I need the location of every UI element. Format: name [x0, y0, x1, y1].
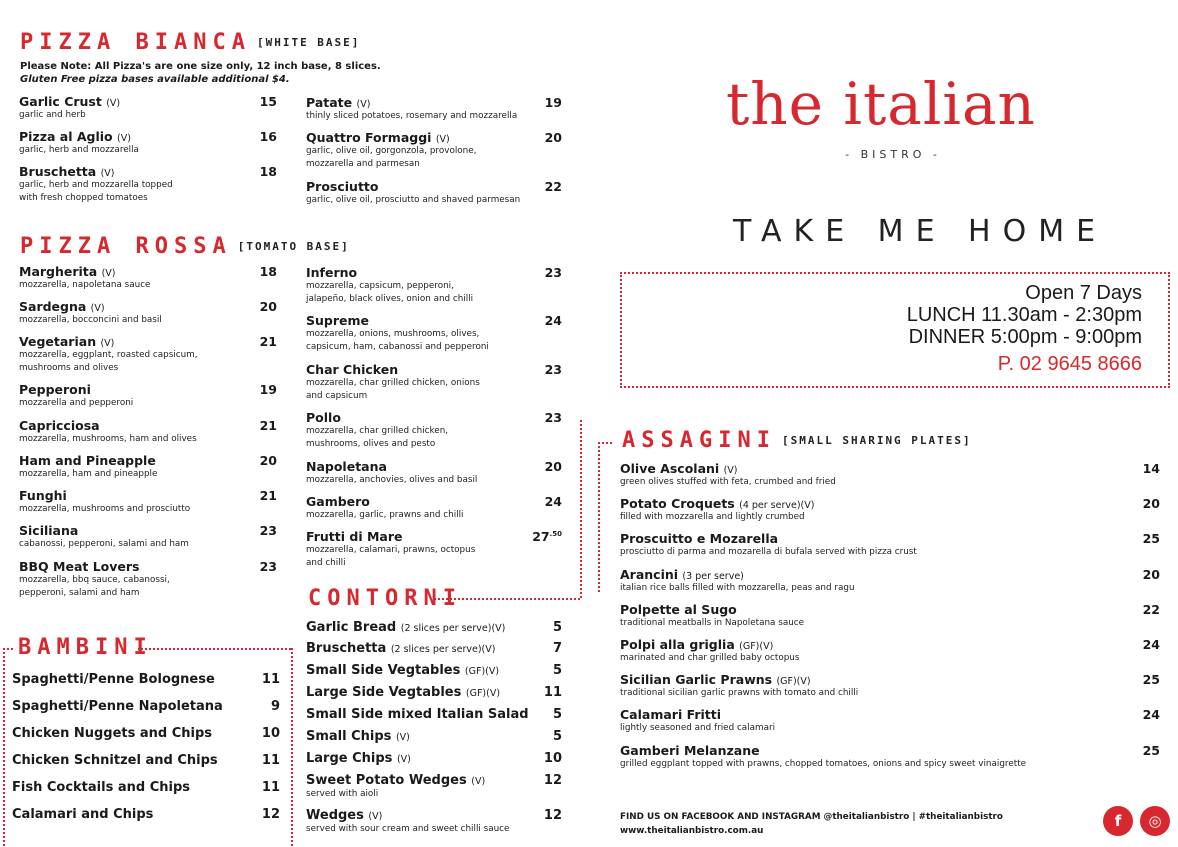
- item-name: Capricciosa: [19, 418, 100, 433]
- assagini-subtitle: [SMALL SHARING PLATES]: [781, 434, 972, 447]
- pizza-bianca-heading: [20, 30, 360, 55]
- item-price: 25: [1142, 672, 1160, 688]
- item-price: 21: [259, 334, 277, 349]
- menu-item: [306, 459, 562, 487]
- item-price: 11: [543, 685, 562, 700]
- item-price: 18: [259, 164, 277, 179]
- item-price: 22: [1142, 601, 1160, 617]
- item-name: Pizza al Aglio: [19, 129, 113, 144]
- bambini-item: [12, 699, 280, 714]
- item-price: 21: [259, 488, 277, 503]
- item-name: Small Side mixed Italian Salad: [306, 707, 529, 722]
- item-name: BBQ Meat Lovers: [19, 559, 140, 574]
- item-price: 11: [261, 753, 280, 768]
- menu-item: [19, 334, 277, 374]
- item-description: traditional sicilian garlic prawns with tomato and chilli: [620, 688, 859, 699]
- menu-item: [19, 264, 277, 292]
- pizza-note-line2: Gluten Free pizza bases available additional $4.: [20, 74, 290, 85]
- item-description: mozzarella, eggplant, roasted capsicum, mushrooms and olives: [19, 350, 198, 373]
- pizza-bianca-subtitle: [WHITE BASE]: [256, 36, 361, 49]
- item-description: garlic and herb: [19, 110, 86, 120]
- item-tag: (V): [368, 811, 383, 822]
- menu-item: [19, 453, 277, 481]
- menu-item: [19, 382, 277, 410]
- menu-item: [306, 95, 562, 123]
- item-description: mozzarella, mushrooms and prosciutto: [19, 504, 191, 514]
- menu-item: [306, 130, 562, 170]
- item-description: traditional meatballs in Napoletana sauce: [620, 617, 805, 628]
- pizza-note-line1: Please Note: All Pizza's are one size only, 12 inch base, 8 slices.: [20, 61, 381, 72]
- item-price: 9: [270, 699, 280, 714]
- assagini-item: [620, 531, 1160, 559]
- item-description: garlic, olive oil, gorgonzola, provolone, mozzarella and parmesan: [306, 146, 477, 169]
- item-name: Gamberi Melanzane: [620, 742, 760, 758]
- assagini-heading: [622, 428, 972, 453]
- assagini-title: ASSAGINI: [622, 428, 776, 453]
- menu-item: [306, 179, 562, 207]
- item-description: green olives stuffed with feta, crumbed and fried: [620, 477, 836, 487]
- menu-item: [306, 410, 562, 450]
- item-tag: (V): [100, 338, 115, 349]
- item-tag: (V): [117, 133, 131, 144]
- bambini-item: [12, 780, 280, 795]
- item-price: 12: [543, 808, 562, 823]
- item-name: Bruschetta: [19, 164, 97, 179]
- item-description: cabanossi, pepperoni, salami and ham: [19, 539, 189, 549]
- item-description: lightly seasoned and fried calamari: [620, 723, 776, 734]
- item-name: Bruschetta: [306, 641, 387, 656]
- item-name: Inferno: [306, 265, 358, 280]
- assagini-item: [620, 461, 1160, 489]
- menu-item: [19, 488, 277, 516]
- menu-item: [19, 299, 277, 327]
- item-description: prosciutto di parma and mozarella di bufala served with pizza crust: [620, 547, 917, 558]
- item-price: 25: [1142, 742, 1160, 758]
- assagini-frame-top: [598, 442, 612, 444]
- item-price: 5: [552, 707, 562, 722]
- item-tag: (V): [435, 134, 450, 145]
- item-price: 24: [544, 313, 562, 328]
- item-price: 15: [259, 94, 277, 109]
- lunch-hours: LUNCH 11.30am - 2:30pm: [906, 304, 1142, 326]
- item-description: mozzarella, napoletana sauce: [19, 280, 151, 290]
- item-tag: (GF)(V): [465, 688, 501, 699]
- item-description: mozzarella, calamari, prawns, octopus and chilli: [306, 545, 476, 568]
- item-description: mozzarella, char grilled chicken, onions and capsicum: [306, 378, 480, 401]
- item-price: 20: [544, 459, 562, 474]
- item-name: Arancini: [620, 566, 679, 582]
- item-tag: (V): [100, 168, 115, 179]
- item-price: 23: [259, 559, 277, 574]
- dotted-divider-vertical: [580, 420, 582, 598]
- menu-item: [306, 362, 562, 402]
- assagini-item: [620, 672, 1160, 700]
- item-name: Polpi alla griglia: [620, 637, 735, 652]
- item-description: mozzarella, anchovies, olives and basil: [306, 475, 478, 485]
- open-days: Open 7 Days: [1025, 282, 1142, 304]
- take-me-home: TAKE ME HOME: [733, 214, 1108, 249]
- pizza-bianca-title: PIZZA BIANCA: [20, 30, 251, 55]
- assagini-item: [620, 496, 1160, 524]
- item-price: 5: [552, 620, 562, 635]
- item-price: 24: [1142, 637, 1160, 652]
- item-price: 5: [552, 729, 562, 744]
- menu-item: [306, 313, 562, 353]
- item-name: Supreme: [306, 313, 369, 328]
- item-name: Polpette al Sugo: [620, 601, 737, 617]
- brand-logo: the italian: [726, 70, 1036, 138]
- item-name: Garlic Bread: [306, 620, 397, 635]
- item-price: 23: [544, 410, 562, 425]
- item-name: Calamari Fritti: [620, 707, 722, 723]
- item-price: 20: [544, 130, 562, 145]
- item-name: Chicken Schnitzel and Chips: [12, 753, 218, 768]
- phone-number: P. 02 9645 8666: [997, 353, 1142, 375]
- item-name: Chicken Nuggets and Chips: [12, 726, 213, 741]
- assagini-item: [620, 602, 1160, 630]
- assagini-item: [620, 743, 1160, 771]
- item-tag: (4 per serve)(V): [739, 500, 815, 512]
- item-price: 18: [259, 264, 277, 279]
- contorni-item: [306, 773, 562, 801]
- item-name: Large Chips: [306, 751, 393, 766]
- item-tag: (V): [396, 754, 411, 765]
- menu-item: [306, 529, 562, 569]
- item-description: filled with mozzarella and lightly crumbed: [620, 512, 805, 523]
- item-price: 23: [259, 523, 277, 538]
- item-description: italian rice balls filled with mozzarella, peas and ragu: [620, 582, 855, 593]
- item-name: Gambero: [306, 494, 370, 509]
- item-price: 23: [544, 362, 562, 377]
- item-description: grilled eggplant topped with prawns, chopped tomatoes, onions and spicy sweet vinaigrette: [620, 758, 1027, 769]
- item-description: mozzarella, capsicum, pepperoni, jalapeño, black olives, onion and chilli: [306, 281, 474, 304]
- item-description: mozzarella, ham and pineapple: [19, 469, 158, 479]
- dinner-hours: DINNER 5:00pm - 9:00pm: [908, 326, 1142, 348]
- menu-item: [306, 265, 562, 305]
- menu-item: [19, 418, 277, 446]
- item-name: Napoletana: [306, 459, 387, 474]
- item-tag: (2 slices per serve)(V): [400, 623, 506, 634]
- menu-item: [19, 164, 277, 204]
- bambini-item: [12, 672, 280, 687]
- item-name: Margherita: [19, 264, 98, 279]
- item-tag: (2 slices per serve)(V): [390, 644, 496, 655]
- item-price: 14: [1142, 461, 1160, 476]
- item-name: Funghi: [19, 488, 67, 503]
- item-tag: (V): [90, 303, 105, 314]
- item-name: Spaghetti/Penne Bolognese: [12, 672, 215, 687]
- item-description: mozzarella, mushrooms, ham and olives: [19, 434, 197, 444]
- bambini-title: BAMBINI: [18, 635, 153, 660]
- item-name: Ham and Pineapple: [19, 453, 156, 468]
- brand-bistro: - BISTRO -: [845, 148, 941, 161]
- assagini-item: [620, 567, 1160, 595]
- item-name: Small Side Vegtables: [306, 663, 461, 678]
- item-name: Sardegna: [19, 299, 87, 314]
- pizza-rossa-subtitle: [TOMATO BASE]: [237, 240, 350, 253]
- item-price: 10: [543, 751, 562, 766]
- item-name: Patate: [306, 95, 353, 110]
- item-name: Prosciutto: [306, 179, 379, 194]
- menu-item: [19, 559, 277, 599]
- bambini-frame-top-right: [138, 648, 291, 650]
- bambini-item: [12, 807, 280, 822]
- pizza-note: [20, 60, 381, 86]
- item-price: 22: [544, 179, 562, 194]
- item-name: Wedges: [306, 808, 364, 823]
- item-name: Char Chicken: [306, 362, 399, 377]
- item-price-cents: .50: [549, 529, 562, 538]
- item-price: 19: [259, 382, 277, 397]
- bambini-item: [12, 753, 280, 768]
- item-tag: (V): [723, 465, 738, 476]
- assagini-item: [620, 637, 1160, 665]
- pizza-rossa-title: PIZZA ROSSA: [20, 234, 232, 259]
- item-price: 12: [261, 807, 280, 822]
- item-description: served with aioli: [306, 789, 379, 799]
- item-description: mozzarella, garlic, prawns and chilli: [306, 510, 464, 520]
- item-description: mozzarella, bbq sauce, cabanossi, pepperoni, salami and ham: [19, 575, 170, 598]
- item-price: 16: [259, 129, 277, 144]
- item-tag: (GF)(V): [739, 641, 774, 652]
- item-name: Vegetarian: [19, 334, 97, 349]
- item-name: Fish Cocktails and Chips: [12, 780, 190, 795]
- item-description: mozzarella, bocconcini and basil: [19, 315, 162, 325]
- footer-website[interactable]: www.theitalianbistro.com.au: [620, 826, 764, 836]
- item-price: 11: [261, 672, 280, 687]
- item-description: garlic, herb and mozzarella topped with fresh chopped tomatoes: [19, 180, 173, 203]
- bambini-frame-left: [3, 648, 5, 846]
- contorni-item: [306, 620, 562, 635]
- item-price: 20: [1142, 496, 1160, 512]
- item-tag: (GF)(V): [464, 666, 500, 677]
- item-name: Quattro Formaggi: [306, 130, 432, 145]
- item-tag: (3 per serve): [682, 570, 744, 582]
- item-description: served with sour cream and sweet chilli sauce: [306, 824, 510, 834]
- item-name: Large Side Vegtables: [306, 685, 462, 700]
- menu-item: [19, 94, 277, 122]
- bambini-item: [12, 726, 280, 741]
- item-name: Pepperoni: [19, 382, 91, 397]
- item-tag: (V): [101, 268, 116, 279]
- item-tag: (V): [106, 98, 121, 109]
- item-name: Calamari and Chips: [12, 807, 154, 822]
- item-name: Small Chips: [306, 729, 392, 744]
- item-name: Spaghetti/Penne Napoletana: [12, 699, 223, 714]
- facebook-icon[interactable]: f: [1103, 806, 1133, 836]
- item-tag: (V): [471, 776, 486, 787]
- item-description: mozzarella, onions, mushrooms, olives, capsicum, ham, cabanossi and pepperoni: [306, 329, 489, 352]
- item-name: Garlic Crust: [19, 94, 102, 109]
- item-description: garlic, olive oil, prosciutto and shaved parmesan: [306, 195, 521, 205]
- item-price: 12: [543, 773, 562, 788]
- contorni-item: [306, 808, 562, 836]
- menu-item: [19, 129, 277, 157]
- item-description: mozzarella, char grilled chicken, mushrooms, olives and pesto: [306, 426, 449, 449]
- assagini-item: [620, 707, 1160, 735]
- item-description: mozzarella and pepperoni: [19, 398, 134, 408]
- menu-item: [19, 523, 277, 551]
- item-name: Olive Ascolani: [620, 461, 720, 476]
- item-price: 7: [552, 641, 562, 656]
- item-description: garlic, herb and mozzarella: [19, 145, 139, 155]
- item-name: Potato Croquets: [620, 496, 735, 512]
- item-tag: (V): [395, 732, 410, 743]
- menu-item: [306, 494, 562, 522]
- item-price: 10: [261, 726, 280, 741]
- item-name: Siciliana: [19, 523, 79, 538]
- item-price: 19: [544, 95, 562, 110]
- contorni-item: [306, 729, 562, 744]
- item-price: 20: [1142, 566, 1160, 582]
- item-price: 5: [552, 663, 562, 678]
- item-description: marinated and char grilled baby octopus: [620, 653, 800, 663]
- item-tag: (GF)(V): [776, 676, 811, 688]
- item-price: 20: [259, 453, 277, 468]
- instagram-icon[interactable]: ◎: [1140, 806, 1170, 836]
- contorni-title: CONTORNI: [308, 586, 462, 611]
- item-price: 25: [1142, 531, 1160, 547]
- item-tag: (V): [356, 99, 371, 110]
- contorni-item: [306, 707, 562, 722]
- item-name: Sweet Potato Wedges: [306, 773, 467, 788]
- contorni-item: [306, 751, 562, 766]
- contorni-item: [306, 663, 562, 678]
- contorni-item: [306, 641, 562, 656]
- footer-social-line: FIND US ON FACEBOOK AND INSTAGRAM @theitalianbistro | #theitalianbistro: [620, 812, 1003, 822]
- item-price: 27: [532, 529, 550, 544]
- item-price: 11: [261, 780, 280, 795]
- item-price: 20: [259, 299, 277, 314]
- item-price: 21: [259, 418, 277, 433]
- contorni-item: [306, 685, 562, 700]
- item-name: Proscuitto e Mozarella: [620, 531, 779, 547]
- item-name: Frutti di Mare: [306, 529, 403, 544]
- item-name: Pollo: [306, 410, 341, 425]
- item-price: 23: [544, 265, 562, 280]
- item-price: 24: [544, 494, 562, 509]
- item-description: thinly sliced potatoes, rosemary and mozzarella: [306, 111, 518, 121]
- item-name: Sicilian Garlic Prawns: [620, 672, 773, 688]
- item-price: 24: [1142, 707, 1160, 723]
- assagini-frame-left: [598, 442, 600, 592]
- pizza-rossa-heading: [20, 234, 350, 259]
